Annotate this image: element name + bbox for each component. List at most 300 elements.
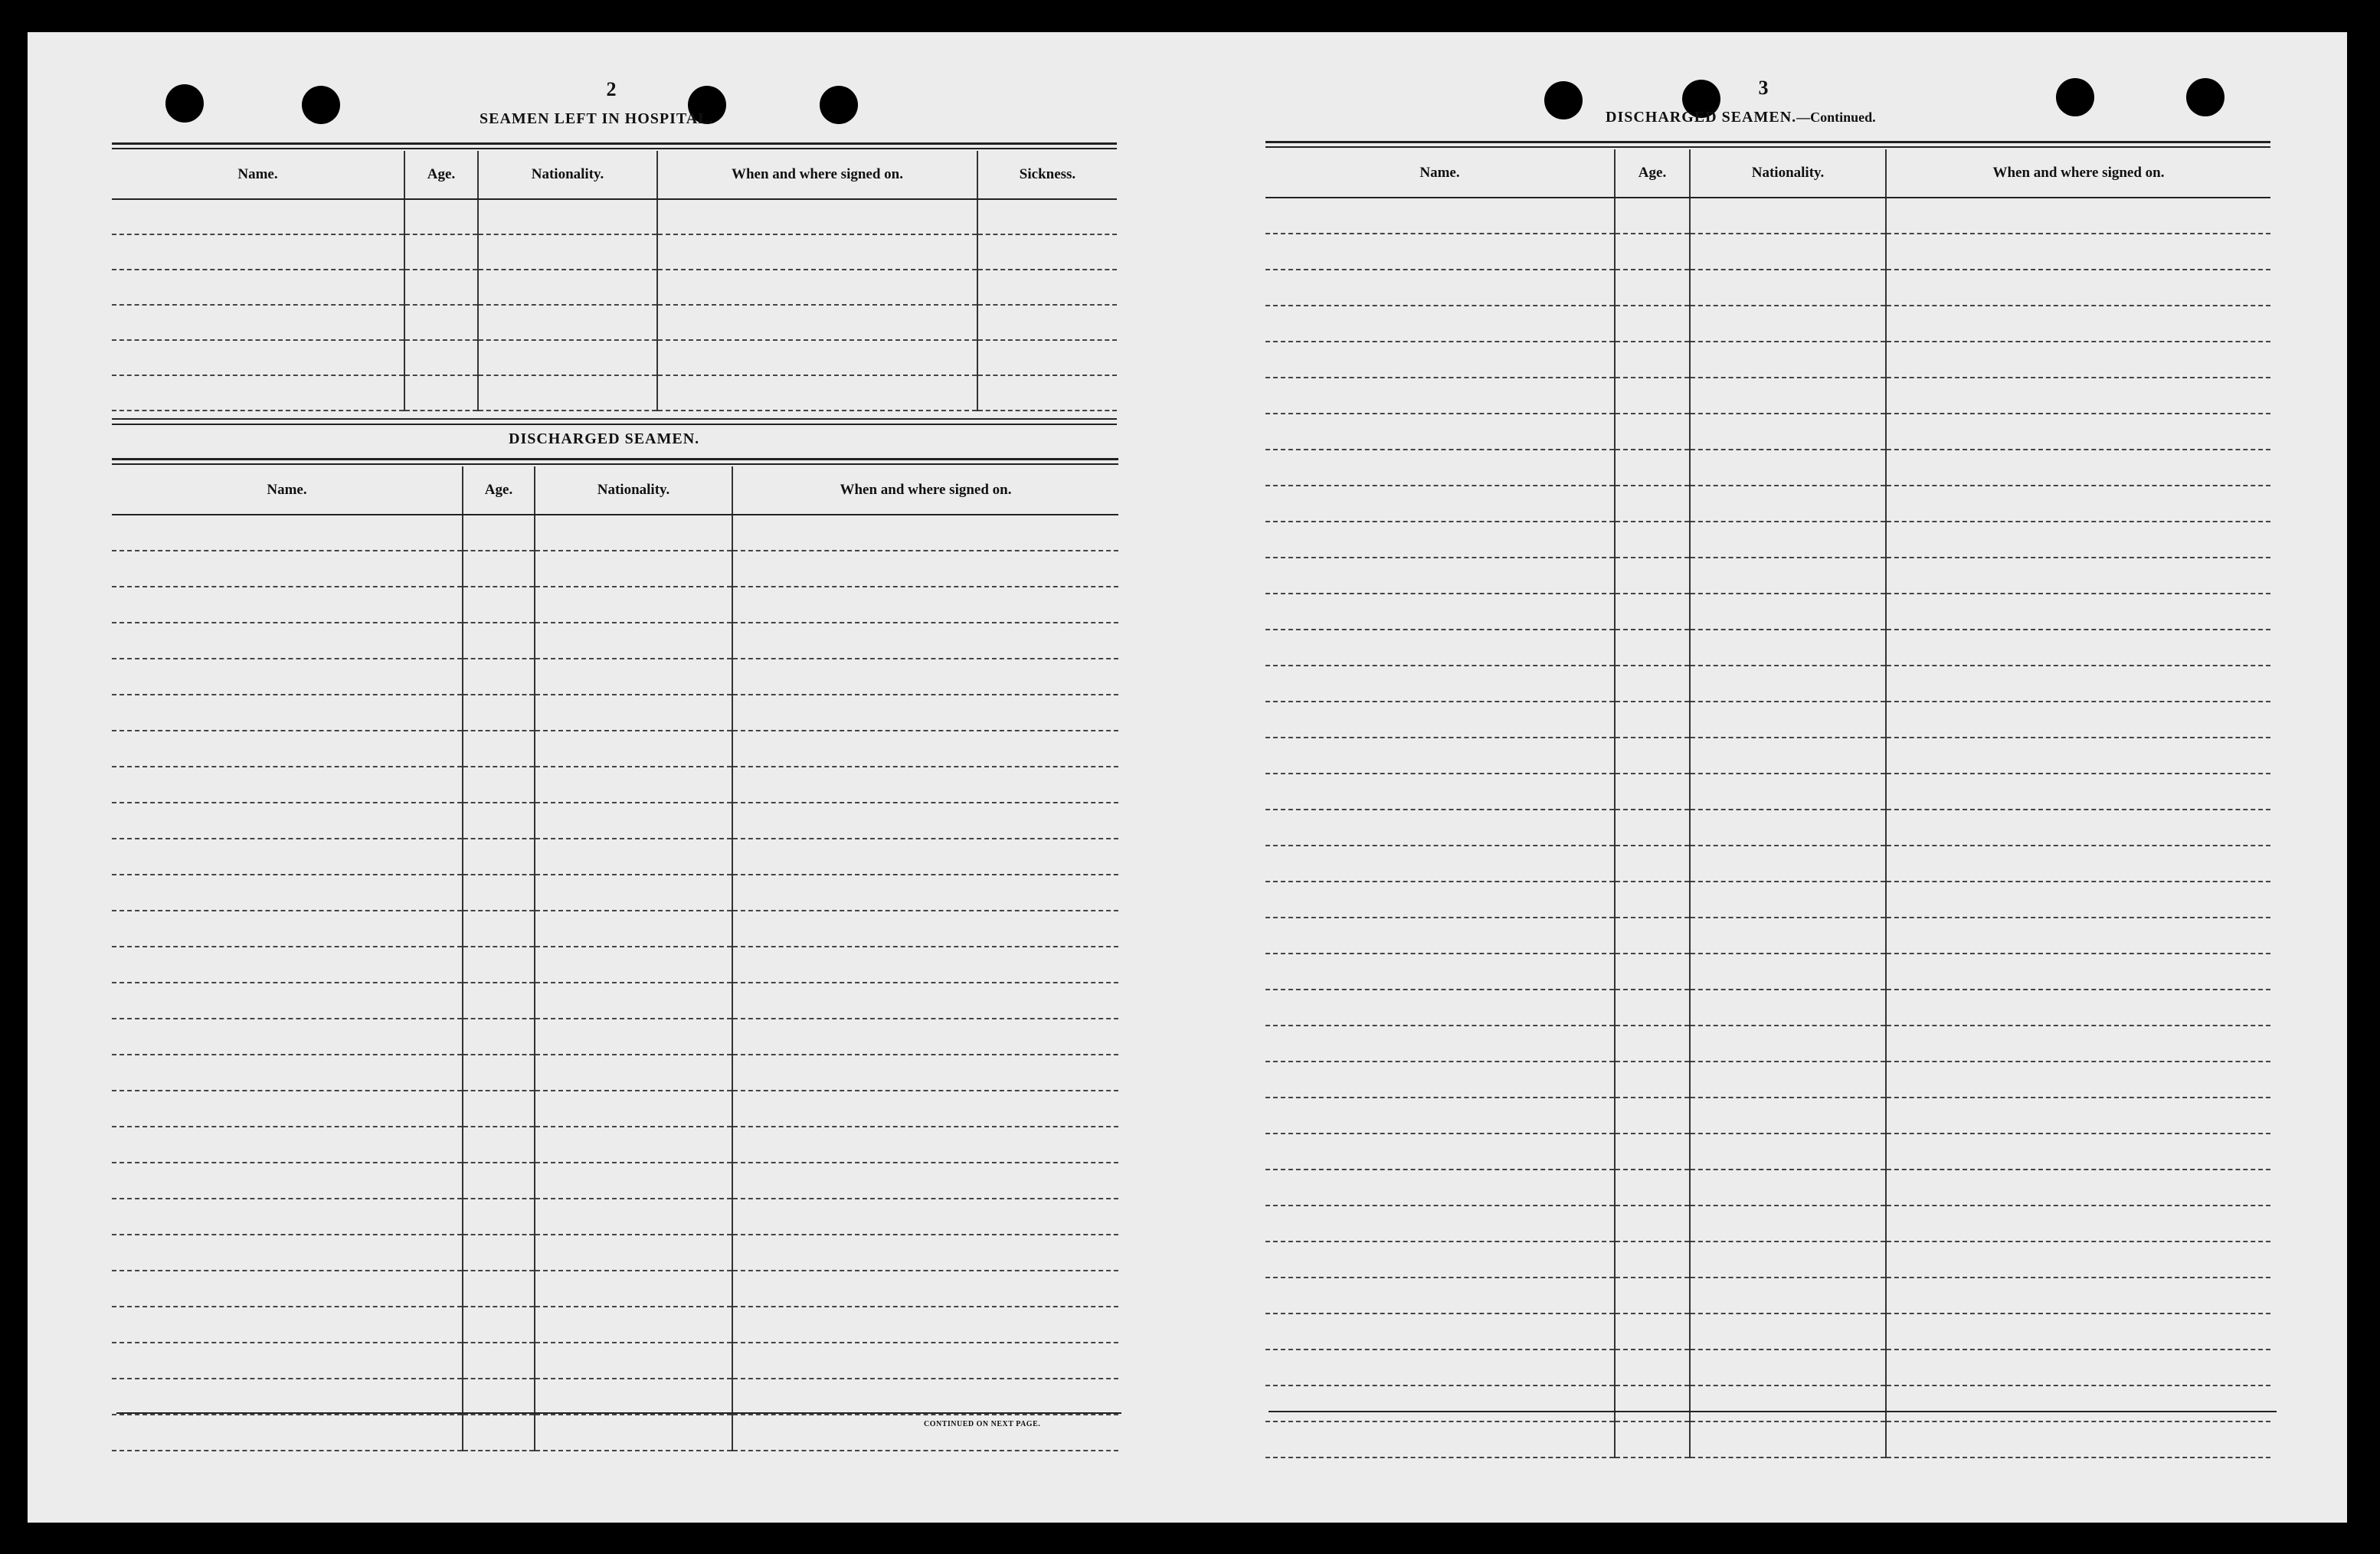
blank-cell [1265, 414, 1615, 450]
blank-cell [112, 803, 463, 839]
blank-cell [1886, 1098, 2270, 1134]
table-row [1265, 1062, 2270, 1098]
blank-cell [1265, 522, 1615, 558]
blank-cell [1886, 1026, 2270, 1062]
blank-cell [535, 1307, 732, 1343]
blank-cell [1615, 810, 1690, 846]
blank-cell [1615, 1350, 1690, 1386]
blank-cell [463, 1127, 535, 1163]
punch-hole-7 [2056, 78, 2094, 116]
blank-cell [1265, 882, 1615, 918]
table-row [112, 1091, 1118, 1127]
table-row [1265, 414, 2270, 450]
blank-cell [463, 515, 535, 551]
blank-cell [1265, 1314, 1615, 1350]
blank-cell [1886, 234, 2270, 270]
blank-cell [1886, 846, 2270, 882]
blank-cell [535, 623, 732, 659]
blank-cell [1886, 558, 2270, 594]
blank-cell [1615, 1098, 1690, 1134]
table-row [1265, 486, 2270, 522]
blank-cell [1265, 1170, 1615, 1206]
blank-cell [657, 199, 977, 234]
discharged-table-left-header [112, 466, 1118, 515]
discharged-section-title: DISCHARGED SEAMEN. [509, 430, 700, 447]
blank-cell [112, 587, 463, 623]
blank-cell [404, 270, 478, 305]
col-name: Name. [1265, 149, 1615, 198]
blank-cell [535, 1127, 732, 1163]
blank-cell [1690, 666, 1886, 702]
blank-cell [535, 767, 732, 803]
blank-cell [112, 199, 404, 234]
blank-cell [977, 375, 1117, 411]
table-row [1265, 234, 2270, 270]
blank-cell [463, 731, 535, 767]
blank-cell [1615, 666, 1690, 702]
blank-cell [1265, 738, 1615, 774]
blank-cell [112, 270, 404, 305]
blank-cell [657, 270, 977, 305]
blank-cell [1265, 918, 1615, 954]
blank-cell [1265, 954, 1615, 990]
table-row [112, 695, 1118, 731]
table-row [112, 983, 1118, 1019]
blank-cell [404, 375, 478, 411]
blank-cell [112, 515, 463, 551]
blank-cell [1886, 306, 2270, 342]
table-row [1265, 378, 2270, 414]
blank-cell [1615, 774, 1690, 810]
table-row [112, 803, 1118, 839]
blank-cell [535, 1343, 732, 1379]
blank-cell [732, 839, 1118, 875]
blank-cell [463, 695, 535, 731]
blank-cell [535, 983, 732, 1019]
table-row [1265, 666, 2270, 702]
blank-cell [1886, 450, 2270, 486]
table-row [1265, 954, 2270, 990]
blank-cell [1886, 1350, 2270, 1386]
blank-cell [404, 199, 478, 234]
blank-cell [1886, 774, 2270, 810]
blank-cell [1886, 342, 2270, 378]
table-row [112, 305, 1117, 340]
punch-hole-2 [302, 86, 340, 124]
blank-cell [1886, 630, 2270, 666]
blank-cell [112, 1127, 463, 1163]
blank-cell [1690, 882, 1886, 918]
blank-cell [732, 767, 1118, 803]
blank-cell [1615, 1134, 1690, 1170]
blank-cell [1615, 234, 1690, 270]
hospital-table [112, 151, 1117, 411]
blank-cell [112, 911, 463, 947]
blank-cell [732, 731, 1118, 767]
table-row [1265, 990, 2270, 1026]
blank-cell [1690, 810, 1886, 846]
left-page-number: 2 [606, 78, 617, 100]
blank-cell [1265, 1278, 1615, 1314]
blank-cell [535, 1235, 732, 1271]
blank-cell [1886, 198, 2270, 234]
blank-cell [112, 947, 463, 983]
blank-cell [112, 659, 463, 695]
blank-cell [1690, 1314, 1886, 1350]
blank-cell [732, 659, 1118, 695]
blank-cell [112, 551, 463, 587]
blank-cell [535, 1415, 732, 1451]
blank-cell [463, 1055, 535, 1091]
blank-cell [1690, 1350, 1886, 1386]
blank-cell [535, 731, 732, 767]
hospital-section-title: SEAMEN LEFT IN HOSPITAL. [480, 110, 714, 127]
blank-cell [1265, 774, 1615, 810]
blank-cell [1690, 198, 1886, 234]
table-row [1265, 1422, 2270, 1457]
blank-cell [535, 1019, 732, 1055]
col-name: Name. [112, 151, 404, 199]
blank-cell [112, 983, 463, 1019]
blank-cell [1265, 594, 1615, 630]
blank-cell [1265, 306, 1615, 342]
blank-cell [1265, 198, 1615, 234]
blank-cell [112, 375, 404, 411]
table-row [1265, 198, 2270, 234]
table-row [1265, 450, 2270, 486]
table-row [112, 587, 1118, 623]
blank-cell [732, 911, 1118, 947]
form-sheet [28, 32, 2347, 1523]
blank-cell [478, 270, 657, 305]
blank-cell [1886, 1314, 2270, 1350]
blank-cell [1265, 342, 1615, 378]
blank-cell [535, 695, 732, 731]
table-row [1265, 594, 2270, 630]
blank-cell [1886, 414, 2270, 450]
blank-cell [1615, 1278, 1690, 1314]
blank-cell [404, 305, 478, 340]
col-signed-on: When and where signed on. [1886, 149, 2270, 198]
blank-cell [1265, 1062, 1615, 1098]
table-row [1265, 702, 2270, 738]
blank-cell [535, 659, 732, 695]
blank-cell [1886, 1170, 2270, 1206]
blank-cell [732, 1271, 1118, 1307]
blank-cell [1615, 882, 1690, 918]
blank-cell [1615, 1422, 1690, 1457]
blank-cell [1615, 1314, 1690, 1350]
blank-cell [1265, 1386, 1615, 1422]
blank-cell [1690, 522, 1886, 558]
blank-cell [1690, 378, 1886, 414]
table-row [1265, 1206, 2270, 1242]
blank-cell [732, 1235, 1118, 1271]
blank-cell [112, 1091, 463, 1127]
blank-cell [1265, 702, 1615, 738]
blank-cell [1690, 1170, 1886, 1206]
table-row [1265, 342, 2270, 378]
blank-cell [463, 1235, 535, 1271]
blank-cell [1886, 1062, 2270, 1098]
blank-cell [1690, 1242, 1886, 1278]
blank-cell [1690, 1386, 1886, 1422]
blank-cell [1265, 1422, 1615, 1457]
blank-cell [1886, 990, 2270, 1026]
blank-cell [463, 1163, 535, 1199]
table-row [112, 1271, 1118, 1307]
blank-cell [535, 1379, 732, 1415]
blank-cell [112, 767, 463, 803]
table-row [112, 234, 1117, 270]
table-row [1265, 918, 2270, 954]
col-nationality: Nationality. [1690, 149, 1886, 198]
blank-cell [463, 767, 535, 803]
table-row [1265, 1350, 2270, 1386]
table-row [112, 1379, 1118, 1415]
blank-cell [535, 1091, 732, 1127]
table-row [1265, 306, 2270, 342]
blank-cell [732, 875, 1118, 911]
blank-cell [463, 803, 535, 839]
table-row [112, 659, 1118, 695]
blank-cell [1265, 378, 1615, 414]
col-signed-on: When and where signed on. [657, 151, 977, 199]
table-row [1265, 846, 2270, 882]
table-row [112, 199, 1117, 234]
discharged-table-left [112, 466, 1118, 1451]
table-row [112, 839, 1118, 875]
blank-cell [1265, 486, 1615, 522]
blank-cell [732, 1127, 1118, 1163]
blank-cell [1886, 1134, 2270, 1170]
table-row [1265, 738, 2270, 774]
blank-cell [535, 947, 732, 983]
blank-cell [1615, 486, 1690, 522]
blank-cell [1265, 558, 1615, 594]
blank-cell [732, 1199, 1118, 1235]
blank-cell [1265, 1098, 1615, 1134]
blank-cell [404, 340, 478, 375]
blank-cell [463, 875, 535, 911]
table-row [112, 947, 1118, 983]
blank-cell [1615, 630, 1690, 666]
blank-cell [463, 1091, 535, 1127]
punch-hole-5 [1544, 81, 1583, 119]
table-row [1265, 882, 2270, 918]
blank-cell [732, 1379, 1118, 1415]
punch-hole-1 [165, 84, 204, 123]
blank-cell [732, 1343, 1118, 1379]
blank-cell [1690, 594, 1886, 630]
blank-cell [463, 551, 535, 587]
table-row [112, 1199, 1118, 1235]
table-row [112, 340, 1117, 375]
table-row [1265, 1134, 2270, 1170]
blank-cell [732, 947, 1118, 983]
col-nationality: Nationality. [478, 151, 657, 199]
continued-label: —Continued. [1796, 110, 1876, 125]
blank-cell [1265, 270, 1615, 306]
col-age: Age. [463, 466, 535, 515]
col-nationality: Nationality. [535, 466, 732, 515]
blank-cell [1886, 1278, 2270, 1314]
table-row [112, 1019, 1118, 1055]
blank-cell [1886, 666, 2270, 702]
table-row [1265, 774, 2270, 810]
blank-cell [1690, 1026, 1886, 1062]
table-row [1265, 630, 2270, 666]
right-page-number: 3 [1758, 77, 1769, 99]
table-row [112, 551, 1118, 587]
blank-cell [1265, 234, 1615, 270]
table-row [1265, 810, 2270, 846]
blank-cell [535, 515, 732, 551]
blank-cell [478, 340, 657, 375]
punch-hole-4 [820, 86, 858, 124]
col-age: Age. [404, 151, 478, 199]
blank-cell [1690, 450, 1886, 486]
blank-cell [1690, 918, 1886, 954]
blank-cell [977, 340, 1117, 375]
blank-cell [535, 551, 732, 587]
blank-cell [1690, 558, 1886, 594]
blank-cell [112, 731, 463, 767]
blank-cell [1886, 1206, 2270, 1242]
blank-cell [535, 803, 732, 839]
blank-cell [1690, 270, 1886, 306]
blank-cell [463, 1019, 535, 1055]
blank-cell [1886, 702, 2270, 738]
blank-cell [1690, 846, 1886, 882]
blank-cell [732, 587, 1118, 623]
continued-note: CONTINUED ON NEXT PAGE. [924, 1420, 1041, 1428]
blank-cell [463, 839, 535, 875]
table-row [112, 1163, 1118, 1199]
blank-cell [463, 1379, 535, 1415]
table-row [1265, 270, 2270, 306]
blank-cell [463, 911, 535, 947]
table-row [112, 270, 1117, 305]
blank-cell [1690, 738, 1886, 774]
blank-cell [732, 515, 1118, 551]
blank-cell [463, 1199, 535, 1235]
blank-cell [112, 234, 404, 270]
blank-cell [535, 1271, 732, 1307]
blank-cell [112, 340, 404, 375]
blank-cell [1615, 414, 1690, 450]
blank-cell [478, 199, 657, 234]
blank-cell [977, 234, 1117, 270]
discharged-table-right-header [1265, 149, 2270, 198]
blank-cell [1690, 1422, 1886, 1457]
blank-cell [1265, 450, 1615, 486]
col-signed-on: When and where signed on. [732, 466, 1118, 515]
table-row [112, 1127, 1118, 1163]
blank-cell [1886, 594, 2270, 630]
blank-cell [112, 1055, 463, 1091]
blank-cell [1615, 450, 1690, 486]
blank-cell [478, 234, 657, 270]
blank-cell [463, 623, 535, 659]
table-row [112, 515, 1118, 551]
blank-cell [1886, 738, 2270, 774]
table-row [1265, 1386, 2270, 1422]
table-row [112, 875, 1118, 911]
table-row [112, 767, 1118, 803]
blank-cell [112, 839, 463, 875]
blank-cell [463, 1415, 535, 1451]
blank-cell [1615, 702, 1690, 738]
blank-cell [732, 695, 1118, 731]
blank-cell [1615, 558, 1690, 594]
blank-cell [1690, 1134, 1886, 1170]
blank-cell [1615, 1170, 1690, 1206]
blank-cell [732, 803, 1118, 839]
col-age: Age. [1615, 149, 1690, 198]
blank-cell [478, 305, 657, 340]
table-row [112, 1235, 1118, 1271]
blank-cell [1615, 522, 1690, 558]
blank-cell [463, 1307, 535, 1343]
blank-cell [657, 234, 977, 270]
blank-cell [535, 587, 732, 623]
blank-cell [535, 1199, 732, 1235]
blank-cell [1886, 1422, 2270, 1457]
blank-cell [1690, 774, 1886, 810]
blank-cell [732, 623, 1118, 659]
blank-cell [977, 270, 1117, 305]
blank-cell [732, 1307, 1118, 1343]
discharged-table-right [1265, 149, 2270, 1458]
hospital-table-header [112, 151, 1117, 199]
blank-cell [1265, 630, 1615, 666]
blank-cell [1886, 810, 2270, 846]
blank-cell [1690, 990, 1886, 1026]
blank-cell [535, 839, 732, 875]
blank-cell [112, 1235, 463, 1271]
blank-cell [463, 659, 535, 695]
blank-cell [1886, 954, 2270, 990]
table-row [112, 1055, 1118, 1091]
blank-cell [112, 623, 463, 659]
blank-cell [657, 340, 977, 375]
blank-cell [1690, 342, 1886, 378]
blank-cell [535, 875, 732, 911]
blank-cell [1615, 594, 1690, 630]
table-row [1265, 1170, 2270, 1206]
blank-cell [112, 1199, 463, 1235]
blank-cell [535, 1055, 732, 1091]
blank-cell [1690, 1278, 1886, 1314]
blank-cell [1886, 1242, 2270, 1278]
blank-cell [112, 1271, 463, 1307]
table-row [112, 375, 1117, 411]
table-row [112, 1307, 1118, 1343]
blank-cell [1615, 846, 1690, 882]
blank-cell [112, 1307, 463, 1343]
blank-cell [1690, 954, 1886, 990]
blank-cell [1265, 1242, 1615, 1278]
blank-cell [1615, 918, 1690, 954]
blank-cell [1690, 306, 1886, 342]
blank-cell [112, 1019, 463, 1055]
blank-cell [1615, 1062, 1690, 1098]
blank-cell [463, 1271, 535, 1307]
blank-cell [977, 199, 1117, 234]
blank-cell [1690, 1098, 1886, 1134]
blank-cell [1615, 342, 1690, 378]
